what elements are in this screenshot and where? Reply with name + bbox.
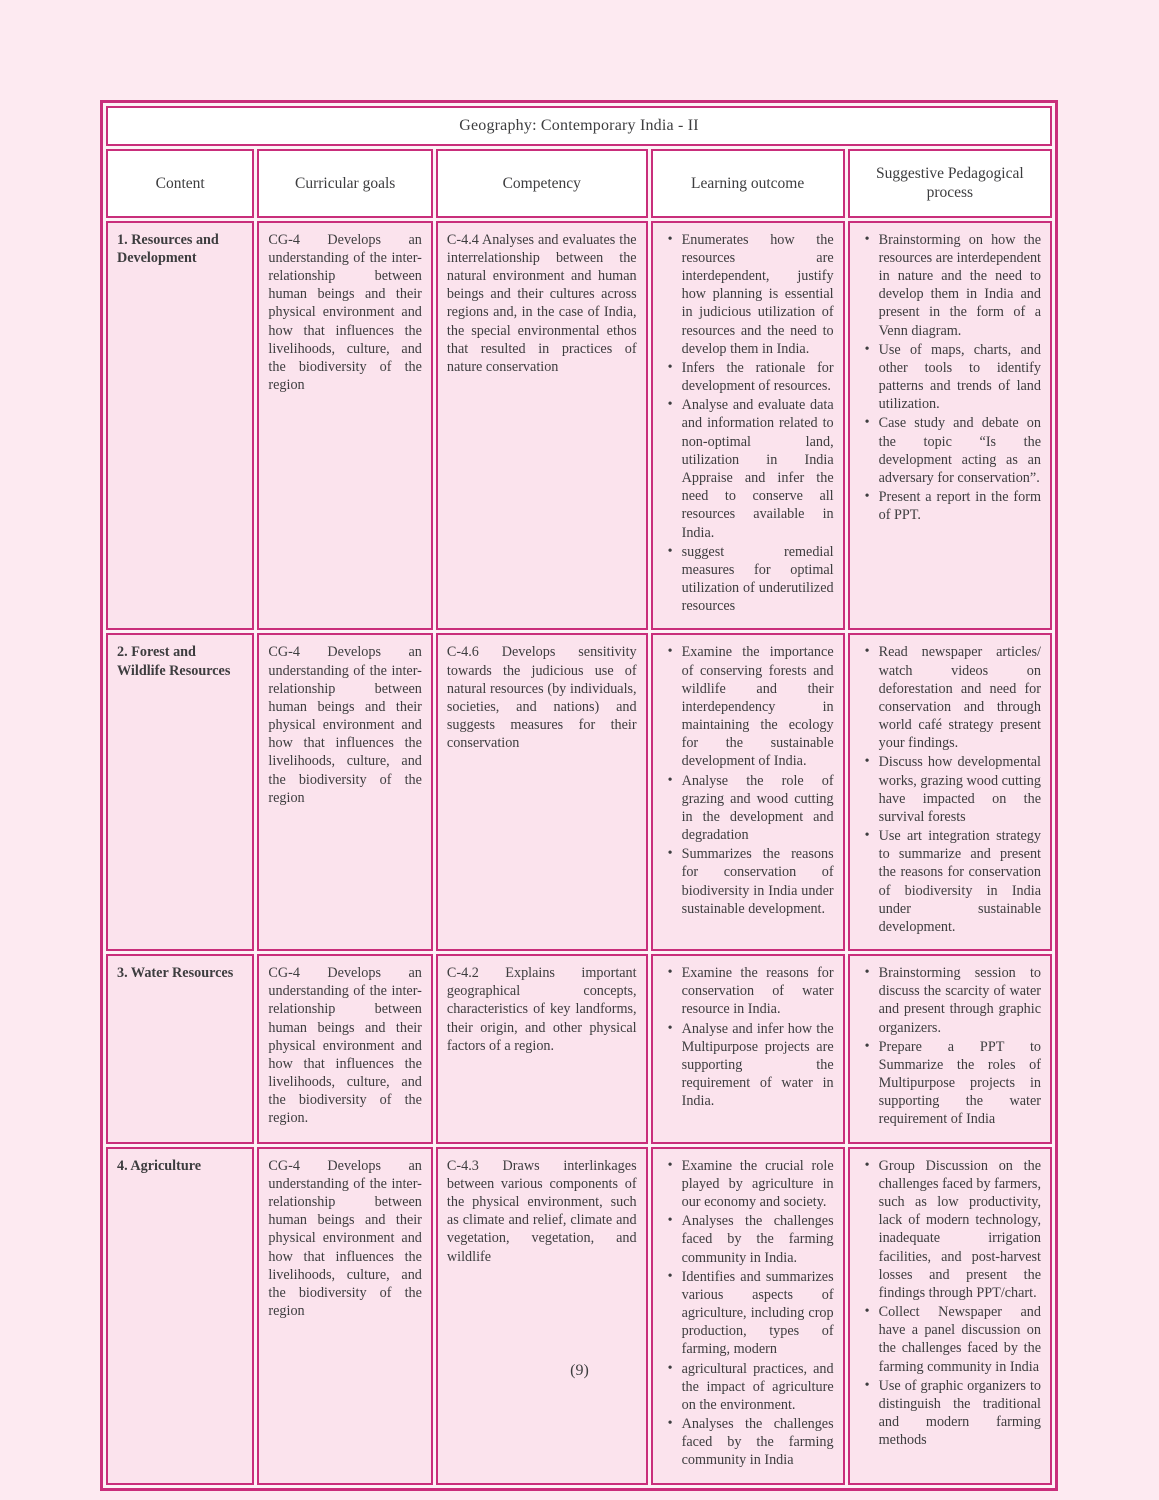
bullet-item: • Enumerates how the resources are interdependent, justify how planning is essential in judicious utilization of resources and the need to develop them in India.: [668, 231, 834, 358]
bullet-item: • Analyse the role of grazing and wood cutting in the development and degradation: [668, 772, 834, 845]
bullet-item: • Read newspaper articles/ watch videos on deforestation and need for conservation and through world café strategy present your findings.: [865, 643, 1041, 752]
column-header-pedagogical-process: Suggestive Pedagogical process: [848, 149, 1052, 218]
bullet-item: • Use of graphic organizers to distinguish the traditional and modern farming methods: [865, 1377, 1041, 1450]
bullet-item: • Examine the reasons for conservation of water resource in India.: [668, 964, 834, 1019]
table-title: Geography: Contemporary India - II: [106, 106, 1052, 146]
pedagogical-process-list: [859, 643, 1041, 936]
bullet-item: • Discuss how developmental works, grazing wood cutting have impacted on the survival forests: [865, 753, 1041, 826]
bullet-item: • Analyse and infer how the Multipurpose projects are supporting the requirement of water in India.: [668, 1020, 834, 1111]
pedagogical-process-list: [859, 1157, 1041, 1450]
learning-outcome-cell: [651, 954, 845, 1144]
learning-outcome-cell: [651, 221, 845, 631]
table-title-row: [106, 106, 1052, 146]
bullet-item: • Brainstorming on how the resources are interdependent in nature and the need to develop them in India and present in the form of a Venn diagram.: [865, 231, 1041, 340]
competency-cell: C-4.3 Draws interlinkages between various components of the physical environment, such as climate and relief, climate and vegetation, vegetation, and wildlife: [436, 1147, 648, 1485]
bullet-item: • Case study and debate on the topic “Is the development acting as an adversary for conservation”.: [865, 414, 1041, 487]
learning-outcome-list: [662, 643, 834, 918]
bullet-item: • Prepare a PPT to Summarize the roles of Multipurpose projects in supporting the water requirement of India: [865, 1038, 1041, 1129]
column-header-learning-outcome: Learning outcome: [651, 149, 845, 218]
column-header-competency: Competency: [436, 149, 648, 218]
bullet-item: • suggest remedial measures for optimal utilization of underutilized resources: [668, 543, 834, 616]
curricular-goals-cell: CG-4 Develops an understanding of the inter-relationship between human beings and their physical environment and how that influences the livelihoods, culture, and the biodiversity of the region.: [257, 954, 433, 1144]
curricular-goals-cell: CG-4 Develops an understanding of the inter-relationship between human beings and their physical environment and how that influences the livelihoods, culture, and the biodiversity of the region: [257, 1147, 433, 1485]
pedagogical-process-list: [859, 231, 1041, 525]
pedagogical-process-cell: [848, 1147, 1052, 1485]
column-header-curricular-goals: Curricular goals: [257, 149, 433, 218]
pedagogical-process-cell: [848, 633, 1052, 951]
bullet-item: • agricultural practices, and the impact of agriculture on the environment.: [668, 1360, 834, 1415]
learning-outcome-list: [662, 964, 834, 1110]
content-cell: 4. Agriculture: [106, 1147, 254, 1485]
content-cell: 1. Resources and Development: [106, 221, 254, 631]
content-cell: 2. Forest and Wildlife Resources: [106, 633, 254, 951]
bullet-item: • Analyse and evaluate data and information related to non-optimal land, utilization in India Appraise and infer the need to conserve all resources available in India.: [668, 396, 834, 541]
table-row: [106, 221, 1052, 631]
bullet-item: • Identifies and summarizes various aspects of agriculture, including crop production, types of farming, modern: [668, 1268, 834, 1359]
pedagogical-process-cell: [848, 221, 1052, 631]
bullet-item: • Analyses the challenges faced by the farming community in India.: [668, 1212, 834, 1267]
curriculum-table: [100, 100, 1058, 1491]
learning-outcome-list: [662, 1157, 834, 1470]
table-header-row: [106, 149, 1052, 218]
column-header-content: Content: [106, 149, 254, 218]
learning-outcome-list: [662, 231, 834, 616]
bullet-item: • Examine the crucial role played by agriculture in our economy and society.: [668, 1157, 834, 1212]
pedagogical-process-cell: [848, 954, 1052, 1144]
table-row: [106, 954, 1052, 1144]
bullet-item: • Use of maps, charts, and other tools to identify patterns and trends of land utilization.: [865, 341, 1041, 414]
table-row: [106, 633, 1052, 951]
competency-cell: C-4.6 Develops sensitivity towards the judicious use of natural resources (by individuals, societies, and nations) and suggests measures for their conservation: [436, 633, 648, 951]
competency-cell: C-4.4 Analyses and evaluates the interrelationship between the natural environment and human beings and their cultures across regions and, in the case of India, the special environmental ethos that resulted in practices of nature conservation: [436, 221, 648, 631]
bullet-item: • Present a report in the form of PPT.: [865, 488, 1041, 524]
page-number: (9): [570, 1362, 589, 1379]
bullet-item: • Examine the importance of conserving forests and wildlife and their interdependency in maintaining the ecology for the sustainable development of India.: [668, 643, 834, 770]
bullet-item: • Group Discussion on the challenges faced by farmers, such as low productivity, lack of modern technology, inadequate irrigation facilities, and post-harvest losses and present the findings through PPT/chart.: [865, 1157, 1041, 1302]
bullet-item: • Use art integration strategy to summarize and present the reasons for conservation of biodiversity in India under sustainable development.: [865, 827, 1041, 936]
table-row: [106, 1147, 1052, 1485]
pedagogical-process-list: [859, 964, 1041, 1129]
curricular-goals-cell: CG-4 Develops an understanding of the inter-relationship between human beings and their physical environment and how that influences the livelihoods, culture, and the biodiversity of the region: [257, 221, 433, 631]
bullet-item: • Analyses the challenges faced by the farming community in India: [668, 1415, 834, 1470]
bullet-item: • Summarizes the reasons for conservation of biodiversity in India under sustainable development.: [668, 845, 834, 918]
curricular-goals-cell: CG-4 Develops an understanding of the inter-relationship between human beings and their physical environment and how that influences the livelihoods, culture, and the biodiversity of the region: [257, 633, 433, 951]
bullet-item: • Collect Newspaper and have a panel discussion on the challenges faced by the farming community in India: [865, 1303, 1041, 1376]
competency-cell: C-4.2 Explains important geographical concepts, characteristics of key landforms, their origin, and other physical factors of a region.: [436, 954, 648, 1144]
bullet-item: • Infers the rationale for development of resources.: [668, 359, 834, 395]
bullet-item: • Brainstorming session to discuss the scarcity of water and present through graphic organizers.: [865, 964, 1041, 1037]
content-cell: 3. Water Resources: [106, 954, 254, 1144]
learning-outcome-cell: [651, 1147, 845, 1485]
learning-outcome-cell: [651, 633, 845, 951]
